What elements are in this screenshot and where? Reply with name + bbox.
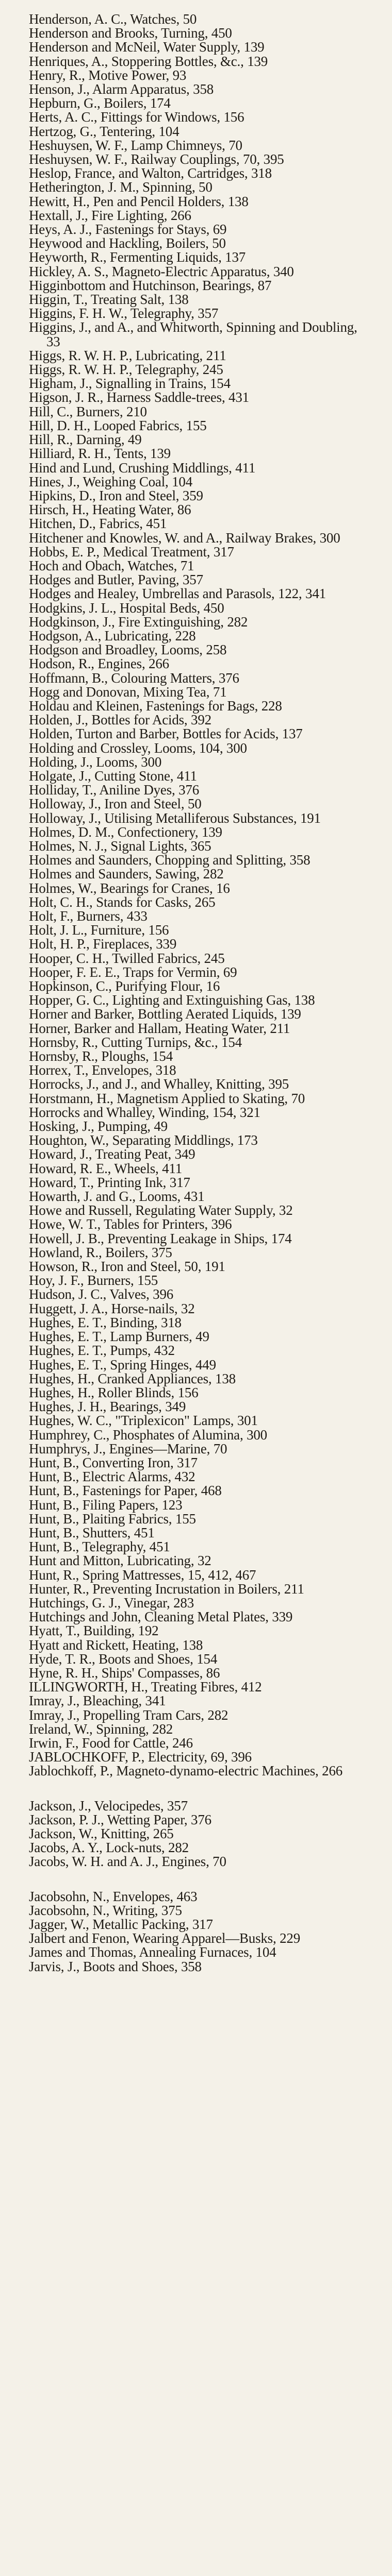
index-entry: Hoy, J. F., Burners, 155	[29, 1273, 158, 1289]
index-entry: Jacobs, W. H. and A. J., Engines, 70	[29, 1854, 226, 1870]
index-entry: Hunt and Mitton, Lubricating, 32	[29, 1553, 211, 1569]
index-entry: Hoffmann, B., Colouring Matters, 376	[29, 670, 239, 686]
index-entry: Holliday, T., Aniline Dyes, 376	[29, 782, 200, 798]
index-entry: Horner, Barker and Hallam, Heating Water, 211	[29, 1020, 290, 1036]
index-entry: Hilliard, R. H., Tents, 139	[29, 446, 171, 462]
index-entry: JABLOCHKOFF, P., Electricity, 69, 396	[29, 1749, 252, 1765]
index-entry: Holmes, W., Bearings for Cranes, 16	[29, 880, 230, 896]
index-entry: Heywood and Hackling, Boilers, 50	[29, 235, 226, 251]
index-entry: Irwin, F., Food for Cattle, 246	[29, 1735, 193, 1751]
index-entry: Hunt, R., Spring Mattresses, 15, 412, 467	[29, 1567, 256, 1583]
index-entry: Holmes and Saunders, Chopping and Splitting, 358	[29, 852, 311, 868]
index-entry: Hirsch, H., Heating Water, 86	[29, 502, 191, 518]
index-entry: Jackson, W., Knitting, 265	[29, 1826, 174, 1841]
index-entry: Henderson and Brooks, Turning, 450	[29, 25, 232, 41]
index-entry: Jalbert and Fenon, Wearing Apparel—Busks, 229	[29, 1930, 300, 1946]
index-entry: Howard, T., Printing Ink, 317	[29, 1174, 190, 1190]
index-entry: Hines, J., Weighing Coal, 104	[29, 473, 193, 489]
index-entry: Henderson and McNeil, Water Supply, 139	[29, 39, 265, 55]
index-entry: Hepburn, G., Boilers, 174	[29, 95, 171, 111]
index-entry: Heslop, France, and Walton, Cartridges, 318	[29, 165, 272, 181]
index-entry: Hunter, R., Preventing Incrustation in Boilers, 211	[29, 1581, 304, 1597]
index-entry: Hobbs, E. P., Medical Treatment, 317	[29, 544, 234, 560]
index-entry: Jablochkoff, P., Magneto-dynamo-electric Machines, 266	[29, 1763, 343, 1779]
index-entry: Higgs, R. W. H. P., Lubricating, 211	[29, 347, 226, 363]
index-entry: Horrocks, J., and J., and Whalley, Knitting, 395	[29, 1076, 289, 1092]
section-gap	[29, 1778, 367, 1799]
index-entry: Hill, R., Darning, 49	[29, 432, 142, 448]
index-entry: Holloway, J., Iron and Steel, 50	[29, 796, 202, 812]
index-entry: Hunt, B., Filing Papers, 123	[29, 1497, 183, 1513]
index-entry: Henderson, A. C., Watches, 50	[29, 11, 197, 27]
index-entry: Hill, D. H., Looped Fabrics, 155	[29, 417, 207, 433]
index-entry: Holding and Crossley, Looms, 104, 300	[29, 740, 247, 756]
index-entry: Humphrey, C., Phosphates of Alumina, 300	[29, 1427, 267, 1443]
index-entry: Hunt, B., Converting Iron, 317	[29, 1454, 198, 1470]
index-entry: Hodges and Healey, Umbrellas and Parasols, 122, 341	[29, 586, 326, 602]
index-entry: Holden, Turton and Barber, Bottles for Acids, 137	[29, 726, 303, 742]
index-entry: Higgins, F. H. W., Telegraphy, 357	[29, 306, 219, 321]
index-entry: Howarth, J. and G., Looms, 431	[29, 1189, 205, 1205]
index-entry: Howard, R. E., Wheels, 411	[29, 1160, 182, 1176]
index-entry: Holt, J. L., Furniture, 156	[29, 922, 169, 938]
index-entry: Jacobsohn, N., Writing, 375	[29, 1902, 182, 1918]
index-entry: Hudson, J. C., Valves, 396	[29, 1286, 174, 1302]
index-entry: Howland, R., Boilers, 375	[29, 1244, 172, 1260]
index-entry: Higson, J. R., Harness Saddle-trees, 431	[29, 389, 249, 405]
index-entry: Hopper, G. C., Lighting and Extinguishing Gas, 138	[29, 992, 315, 1008]
index-entry: Jacobs, A. Y., Lock-nuts, 282	[29, 1840, 189, 1856]
index-entry: ILLINGWORTH, H., Treating Fibres, 412	[29, 1679, 262, 1695]
index-entry: Hodgson and Broadley, Looms, 258	[29, 642, 227, 658]
index-entry: Holt, H. P., Fireplaces, 339	[29, 936, 177, 952]
index-entry: Hughes, E. T., Lamp Burners, 49	[29, 1329, 209, 1345]
index-entry: Howe, W. T., Tables for Printers, 396	[29, 1216, 232, 1232]
index-entry: Hughes, H., Roller Blinds, 156	[29, 1384, 199, 1400]
index-entry: Howell, J. B., Preventing Leakage in Ships, 174	[29, 1230, 292, 1246]
index-entry: Holdau and Kleinen, Fastenings for Bags, 228	[29, 698, 282, 714]
index-entry: Hetherington, J. M., Spinning, 50	[29, 179, 213, 195]
index-entry: Higgin, T., Treating Salt, 138	[29, 292, 189, 308]
index-entry: Hornsby, R., Ploughs, 154	[29, 1048, 173, 1064]
index-entry: Heys, A. J., Fastenings for Stays, 69	[29, 222, 227, 238]
index-entry: Henriques, A., Stoppering Bottles, &c., 139	[29, 53, 268, 69]
index-entry: Hodson, R., Engines, 266	[29, 656, 169, 672]
index-entry: Hitchener and Knowles, W. and A., Railway Brakes, 300	[29, 530, 340, 546]
index-entry: Holt, C. H., Stands for Casks, 265	[29, 894, 216, 910]
index-entry: Higginbottom and Hutchinson, Bearings, 87	[29, 277, 272, 293]
index-entry: Hosking, J., Pumping, 49	[29, 1118, 168, 1134]
index-entry: Horner and Barker, Bottling Aerated Liquids, 139	[29, 1006, 301, 1022]
index-entry: Imray, J., Propelling Tram Cars, 282	[29, 1707, 228, 1723]
index-entry: Hughes, J. H., Bearings, 349	[29, 1399, 186, 1415]
index-entry: Hodgson, A., Lubricating, 228	[29, 628, 196, 643]
index-entry: Jarvis, J., Boots and Shoes, 358	[29, 1958, 202, 1974]
index-entry: Horstmann, H., Magnetism Applied to Skating, 70	[29, 1090, 305, 1106]
index-entry: Hogg and Donovan, Mixing Tea, 71	[29, 684, 227, 700]
index-entry: James and Thomas, Annealing Furnaces, 104	[29, 1944, 276, 1960]
index-entry: Henson, J., Alarm Apparatus, 358	[29, 81, 214, 97]
index-entry: Holden, J., Bottles for Acids, 392	[29, 712, 211, 728]
index-entry: Hughes, H., Cranked Appliances, 138	[29, 1370, 236, 1386]
index-entry: Hunt, B., Electric Alarms, 432	[29, 1469, 195, 1485]
index-entry: Hyde, T. R., Boots and Shoes, 154	[29, 1651, 218, 1667]
section-gap	[29, 1869, 367, 1890]
index-entry: Houghton, W., Separating Middlings, 173	[29, 1132, 258, 1148]
index-entry: Holding, J., Looms, 300	[29, 754, 162, 770]
index-entry: Heshuysen, W. F., Railway Couplings, 70, 395	[29, 151, 284, 167]
index-entry: Hutchings, G. J., Vinegar, 283	[29, 1595, 194, 1611]
index-entry: Hopkinson, C., Purifying Flour, 16	[29, 978, 220, 994]
index-entry: Humphrys, J., Engines—Marine, 70	[29, 1440, 227, 1456]
index-entry: Hertzog, G., Tentering, 104	[29, 123, 179, 139]
index-entry: Hunt, B., Fastenings for Paper, 468	[29, 1483, 222, 1499]
index-entry: Hunt, B., Telegraphy, 451	[29, 1539, 170, 1555]
index-entry: Higgins, J., and A., and Whitworth, Spinning and Doubling, 33	[29, 319, 357, 349]
index-entry: Jacobsohn, N., Envelopes, 463	[29, 1888, 198, 1904]
index-entry: Imray, J., Bleaching, 341	[29, 1693, 166, 1709]
index-entry: Hughes, W. C., "Triplexicon" Lamps, 301	[29, 1413, 258, 1429]
index-entry: Higham, J., Signalling in Trains, 154	[29, 376, 231, 392]
index-entry: Howe and Russell, Regulating Water Supply, 32	[29, 1202, 293, 1218]
index-entries	[29, 12, 367, 1974]
index-entry: Holmes, N. J., Signal Lights, 365	[29, 838, 211, 854]
index-entry: Hornsby, R., Cutting Turnips, &c., 154	[29, 1034, 242, 1050]
index-entry: Hughes, E. T., Binding, 318	[29, 1314, 182, 1330]
index-entry: Holloway, J., Utilising Metalliferous Substances, 191	[29, 810, 321, 826]
index-entry: Hunt, B., Shutters, 451	[29, 1524, 155, 1540]
index-entry: Hextall, J., Fire Lighting, 266	[29, 207, 191, 223]
index-entry: Ireland, W., Spinning, 282	[29, 1721, 173, 1737]
index-entry: Hooper, C. H., Twilled Fabrics, 245	[29, 950, 225, 966]
index-entry: Jackson, J., Velocipedes, 357	[29, 1798, 188, 1814]
index-entry: Hodges and Butler, Paving, 357	[29, 572, 203, 588]
index-entry: Holmes, D. M., Confectionery, 139	[29, 824, 222, 840]
index-entry: Howson, R., Iron and Steel, 50, 191	[29, 1259, 225, 1275]
index-entry: Hipkins, D., Iron and Steel, 359	[29, 487, 203, 503]
index-entry: Hunt, B., Plaiting Fabrics, 155	[29, 1511, 196, 1527]
index-entry: Henry, R., Motive Power, 93	[29, 67, 187, 83]
index-entry: Heshuysen, W. F., Lamp Chimneys, 70	[29, 137, 242, 153]
index-entry: Huggett, J. A., Horse-nails, 32	[29, 1300, 195, 1316]
index-entry: Hooper, F. E. E., Traps for Vermin, 69	[29, 964, 237, 980]
index-entry: Jackson, P. J., Wetting Paper, 376	[29, 1811, 211, 1827]
index-entry: Howard, J., Treating Peat, 349	[29, 1146, 195, 1162]
index-entry: Hyatt and Rickett, Heating, 138	[29, 1637, 203, 1653]
index-entry: Hughes, E. T., Spring Hinges, 449	[29, 1357, 216, 1372]
index-entry: Hutchings and John, Cleaning Metal Plates, 339	[29, 1609, 293, 1625]
index-entry: Holgate, J., Cutting Stone, 411	[29, 768, 197, 784]
index-entry: Hill, C., Burners, 210	[29, 403, 147, 419]
index-entry: Hyatt, T., Building, 192	[29, 1623, 159, 1639]
index-entry: Hodgkinson, J., Fire Extinguishing, 282	[29, 614, 248, 630]
index-entry: Holmes and Saunders, Sawing, 282	[29, 866, 224, 882]
index-entry: Jagger, W., Metallic Packing, 317	[29, 1917, 213, 1933]
index-entry: Hickley, A. S., Magneto-Electric Apparatus, 340	[29, 263, 294, 279]
index-entry: Hodgkins, J. L., Hospital Beds, 450	[29, 600, 224, 616]
index-entry: Hyne, R. H., Ships' Compasses, 86	[29, 1665, 220, 1681]
index-entry: Hind and Lund, Crushing Middlings, 411	[29, 460, 256, 476]
index-entry: Hewitt, H., Pen and Pencil Holders, 138	[29, 193, 249, 209]
index-entry: Hitchen, D., Fabrics, 451	[29, 516, 167, 532]
index-entry: Herts, A. C., Fittings for Windows, 156	[29, 109, 244, 125]
index-entry: Higgs, R. W. H. P., Telegraphy, 245	[29, 362, 223, 378]
index-entry: Holt, F., Burners, 433	[29, 908, 148, 924]
index-entry: Hughes, E. T., Pumps, 432	[29, 1343, 175, 1359]
index-entry: Heyworth, R., Fermenting Liquids, 137	[29, 249, 246, 265]
index-entry: Hoch and Obach, Watches, 71	[29, 557, 194, 573]
index-entry: Horrocks and Whalley, Winding, 154, 321	[29, 1104, 260, 1120]
index-entry: Horrex, T., Envelopes, 318	[29, 1062, 176, 1078]
